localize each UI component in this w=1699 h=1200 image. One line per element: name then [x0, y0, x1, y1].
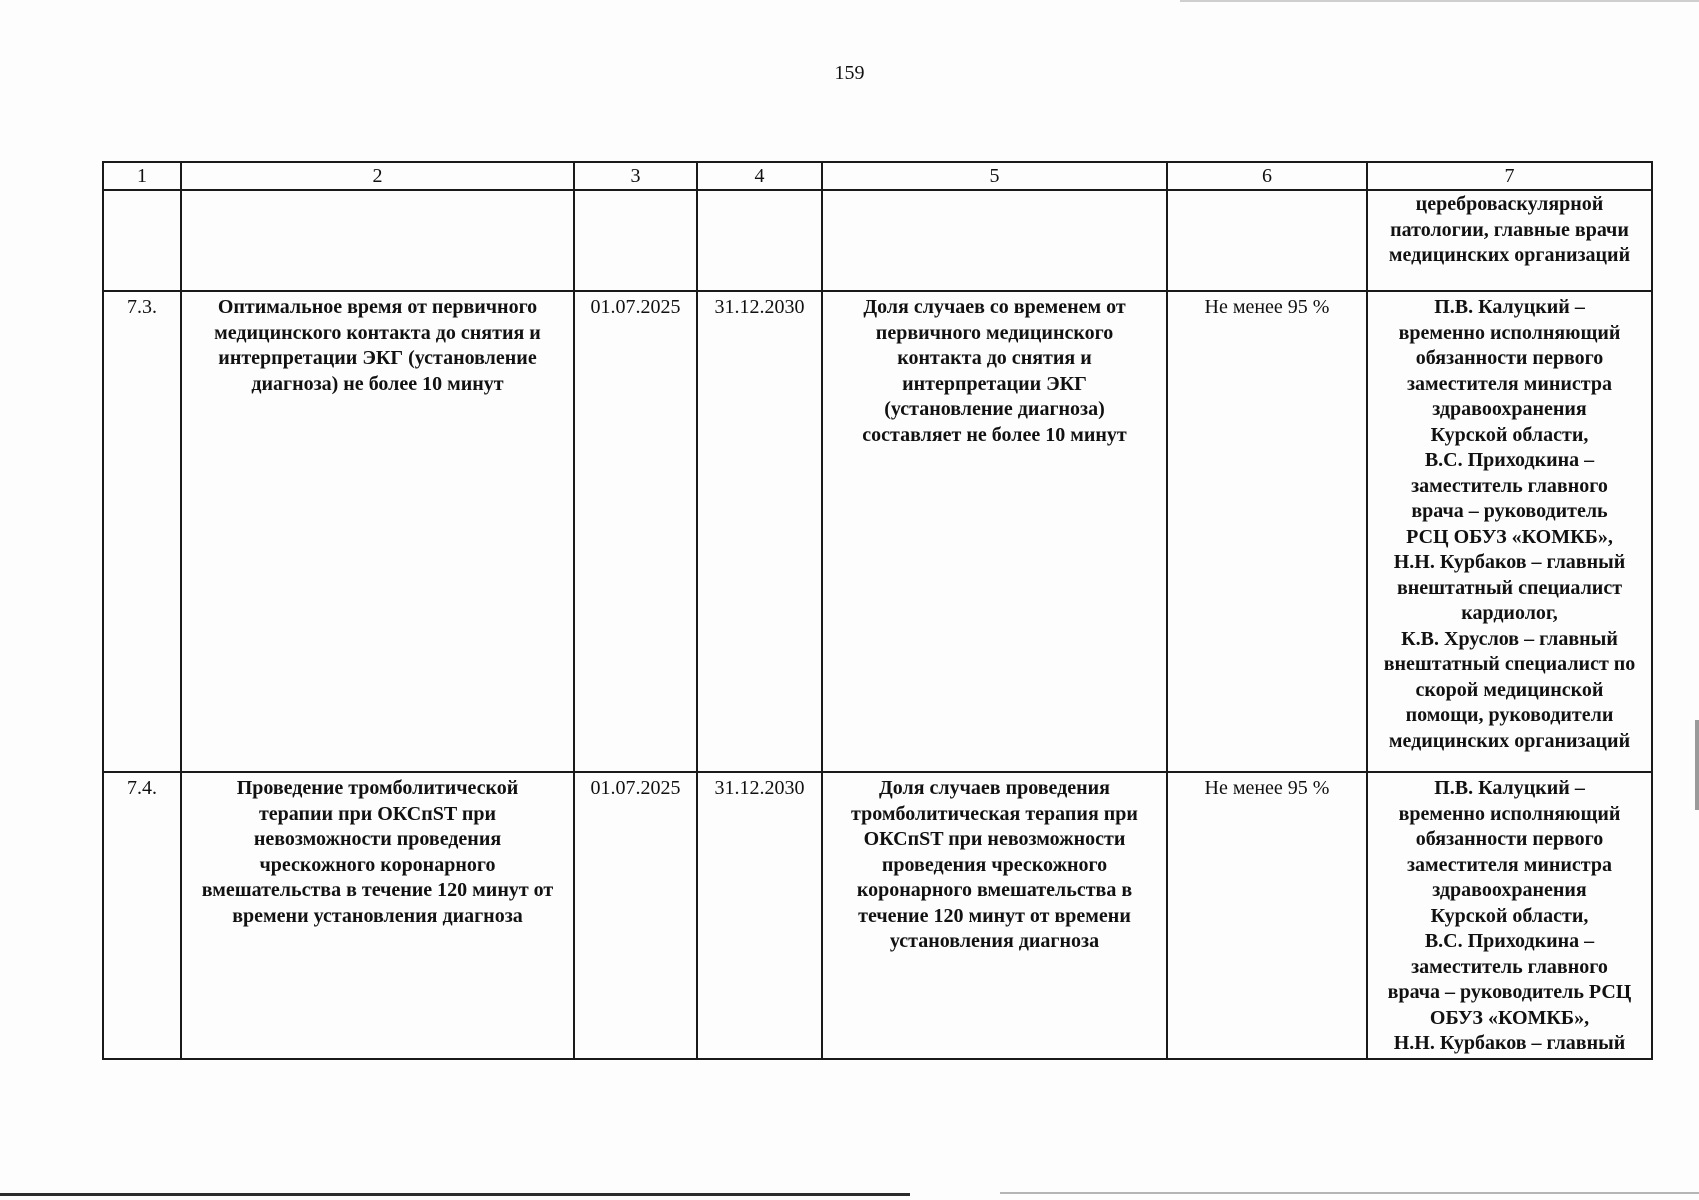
cell-start-date: 01.07.2025	[574, 772, 697, 1059]
cell-start-date: 01.07.2025	[574, 291, 697, 772]
cell-responsible: П.В. Калуцкий – временно исполняющий обязанности первого заместителя министра здравоохранения Курской области, В.С. Приходкина – заместитель главного врача – руководитель РСЦ ОБУЗ «КОМКБ», Н.Н. Курбаков – главный внештатный специалист кардиолог, К.В. Хруслов – главный внештатный специалист по скорой медицинской помощи, руководители медицинских организаций	[1367, 291, 1652, 772]
scan-edge-bottom-right	[1000, 1192, 1699, 1194]
table-row	[103, 291, 1652, 772]
column-header-2: 2	[181, 162, 574, 190]
cell-empty	[697, 190, 822, 291]
cell-responsible: цереброваскулярной патологии, главные врачи медицинских организаций	[1367, 190, 1652, 291]
cell-empty	[181, 190, 574, 291]
scan-edge-right	[1695, 720, 1699, 810]
cell-indicator: Доля случаев проведения тромболитическая терапия при ОКСпST при невозможности проведения чрескожного коронарного вмешательства в течение 120 минут от времени установления диагноза	[822, 772, 1167, 1059]
column-header-3: 3	[574, 162, 697, 190]
cell-target-value: Не менее 95 %	[1167, 772, 1367, 1059]
table-row-continuation	[103, 190, 1652, 291]
cell-empty	[1167, 190, 1367, 291]
cell-number: 7.3.	[103, 291, 181, 772]
page-number: 159	[834, 62, 865, 84]
column-header-5: 5	[822, 162, 1167, 190]
cell-indicator: Доля случаев со временем от первичного медицинского контакта до снятия и интерпретации ЭКГ (установление диагноза) составляет не более 10 минут	[822, 291, 1167, 772]
cell-measure: Проведение тромболитической терапии при ОКСпST при невозможности проведения чрескожного коронарного вмешательства в течение 120 минут от времени установления диагноза	[181, 772, 574, 1059]
cell-empty	[574, 190, 697, 291]
cell-measure: Оптимальное время от первичного медицинского контакта до снятия и интерпретации ЭКГ (установление диагноза) не более 10 минут	[181, 291, 574, 772]
column-header-6: 6	[1167, 162, 1367, 190]
cell-responsible: П.В. Калуцкий – временно исполняющий обязанности первого заместителя министра здравоохранения Курской области, В.С. Приходкина – заместитель главного врача – руководитель РСЦ ОБУЗ «КОМКБ», Н.Н. Курбаков – главный	[1367, 772, 1652, 1059]
table-row	[103, 772, 1652, 1059]
plan-table	[102, 161, 1653, 1060]
column-header-1: 1	[103, 162, 181, 190]
column-header-4: 4	[697, 162, 822, 190]
cell-empty	[103, 190, 181, 291]
column-header-7: 7	[1367, 162, 1652, 190]
cell-end-date: 31.12.2030	[697, 291, 822, 772]
cell-target-value: Не менее 95 %	[1167, 291, 1367, 772]
table-header-row	[103, 162, 1652, 190]
scan-edge-top	[1180, 0, 1699, 2]
cell-end-date: 31.12.2030	[697, 772, 822, 1059]
cell-number: 7.4.	[103, 772, 181, 1059]
scan-edge-bottom	[0, 1193, 910, 1196]
cell-empty	[822, 190, 1167, 291]
